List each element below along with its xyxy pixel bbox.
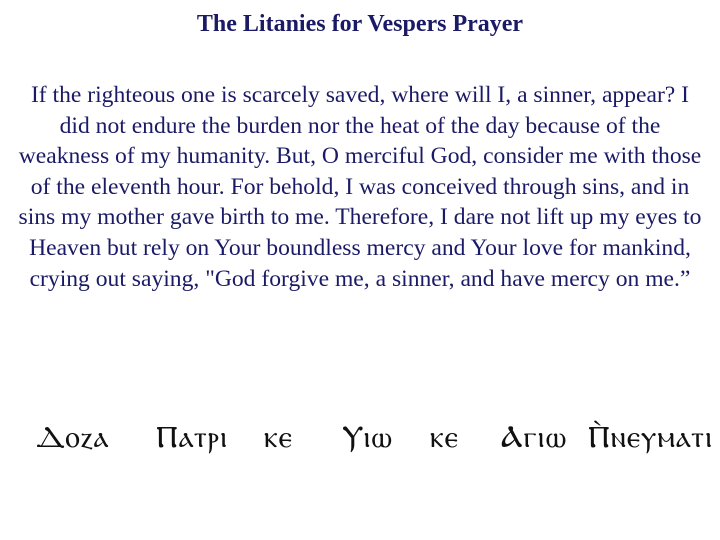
coptic-word-patri: Ⲡⲁⲧⲣⲓ bbox=[156, 420, 229, 455]
coptic-word-doxa: Ⲇⲟⲍⲁ bbox=[36, 420, 110, 455]
slide-title: The Litanies for Vespers Prayer bbox=[196, 11, 524, 37]
prayer-text: If the righteous one is scarcely saved, where will I, a sinner, appear? I did not endure the burden nor the heat of the day because of the weakness of my humanity. But, O merciful God, consider me with those of the eleventh hour. For behold, I was conceived through sins, and in sins my mother gave birth to me. Therefore, I dare not lift up my eyes to Heaven but rely on Your boundless mercy and Your love for mankind, crying out saying, "God forgive me, a sinner, and have mercy on me.” bbox=[18, 82, 702, 292]
coptic-word-agio: Ⲁⲅⲓⲱ bbox=[501, 420, 568, 455]
coptic-word-ke-1: ⲕⲉ bbox=[264, 420, 293, 455]
coptic-word-ke-2: ⲕⲉ bbox=[430, 420, 459, 455]
coptic-word-pnevmati: Ⲡ̀ⲛⲉⲩⲙⲁⲧⲓ bbox=[588, 420, 714, 455]
coptic-word-yio: Ⲩⲓⲱ bbox=[342, 420, 393, 455]
coptic-doxology-line bbox=[36, 418, 714, 462]
